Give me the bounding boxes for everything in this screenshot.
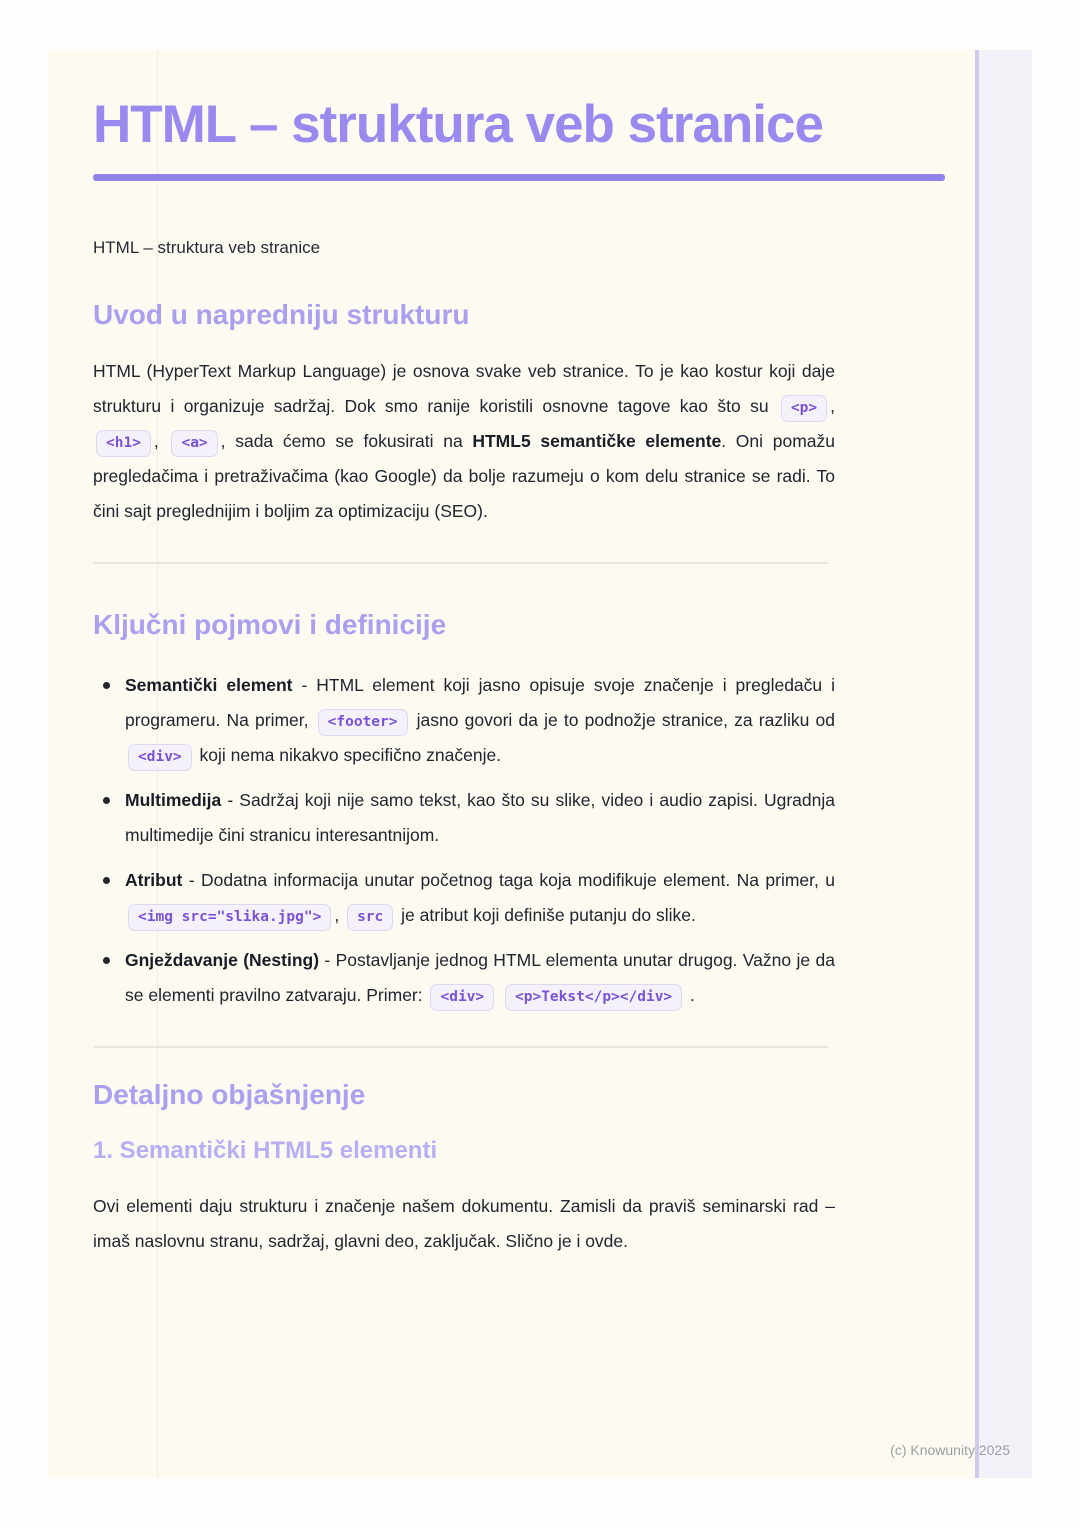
bullet-dot <box>103 797 110 804</box>
right-margin-ribbon <box>975 50 1032 1478</box>
bullet-dot <box>103 682 110 689</box>
list-item-text: Semantički element - HTML element koji jasno opisuje svoje značenje i pregledaču i programeru. Na primer, <footer> jasno govori da je to podnožje stranice, za razliku od <div> koji nema nikakvo specifično značenje. <box>125 675 835 765</box>
bold-text: Semantički element <box>125 674 293 695</box>
bullet-dot <box>103 957 110 964</box>
inline-code-chip: <img src="slika.jpg"> <box>128 904 331 931</box>
list-item-text: Multimedija - Sadržaj koji nije samo tekst, kao što su slike, video i audio zapisi. Ugradnja multimedije čini stranicu interesantnijom. <box>125 789 835 845</box>
document-page <box>48 50 1032 1478</box>
list-item-text: Gnježdavanje (Nesting) - Postavljanje jednog HTML elementa unutar drugog. Važno je da se elementi pravilno zatvaraju. Primer: <div> <p>Tekst</p></div> . <box>125 950 835 1005</box>
page-title: HTML – struktura veb stranice <box>93 95 823 154</box>
bold-text: Multimedija <box>125 789 222 810</box>
document-subtitle: HTML – struktura veb stranice <box>93 237 321 257</box>
list-item-semantic-element <box>93 668 835 773</box>
intro-heading: Uvod u napredniju strukturu <box>93 298 470 330</box>
inline-code-chip: <a> <box>171 430 217 457</box>
inline-code-chip: <h1> <box>96 430 151 457</box>
details-heading: Detaljno objašnjenje <box>93 1078 366 1110</box>
details-paragraph: Ovi elementi daju strukturu i značenje našem dokumentu. Zamisli da praviš seminarski rad – imaš naslovnu stranu, sadržaj, glavni deo, zaključak. Slično je i ovde. <box>93 1196 835 1252</box>
title-underline <box>93 174 945 181</box>
list-item-multimedia <box>93 783 835 853</box>
list-item-text: Atribut - Dodatna informacija unutar početnog taga koja modifikuje element. Na primer, u <img src="slika.jpg"> , src je atribut koji definiše putanju do slike. <box>125 870 835 925</box>
bold-text: Gnježdavanje (Nesting) <box>125 949 320 970</box>
key-terms-list <box>93 668 835 1013</box>
section-intro <box>93 298 945 530</box>
intro-paragraph: HTML (HyperText Markup Language) je osnova svake veb stranice. To je kao kostur koji daje strukturu i organizuje sadržaj. Dok smo ranije koristili osnovne tagove kao što su <p> , <h1> , <a> , sada ćemo se fokusirati na HTML5 semantičke elemente. Oni pomažu pregledačima i pretraživačima (kao Google) da bolje razumeju o kom delu stranice se radi. To čini sajt preglednijim i boljim za optimizaciju (SEO). <box>93 361 835 522</box>
inline-code-chip: src <box>347 904 393 931</box>
inline-code-chip: <p>Tekst</p></div> <box>505 984 682 1011</box>
bold-text: HTML5 semantičke elemente <box>472 431 722 452</box>
section-divider <box>93 1046 828 1048</box>
inline-code-chip: <div> <box>128 744 192 771</box>
bullet-dot <box>103 877 110 884</box>
inline-code-chip: <footer> <box>318 709 408 736</box>
list-item-attribute <box>93 863 835 933</box>
key-terms-heading: Ključni pojmovi i definicije <box>93 609 447 641</box>
footer-copyright: (c) Knowunity 2025 <box>890 1442 1010 1458</box>
inline-code-chip: <div> <box>430 984 494 1011</box>
section-key-terms <box>93 608 945 1013</box>
list-item-nesting <box>93 943 835 1013</box>
inline-code-chip: <p> <box>781 395 827 422</box>
document-content <box>48 50 945 1259</box>
bold-text: Atribut <box>125 869 183 890</box>
section-details <box>93 1078 945 1259</box>
details-subheading: 1. Semantički HTML5 elementi <box>93 1137 438 1165</box>
section-divider <box>93 562 828 564</box>
